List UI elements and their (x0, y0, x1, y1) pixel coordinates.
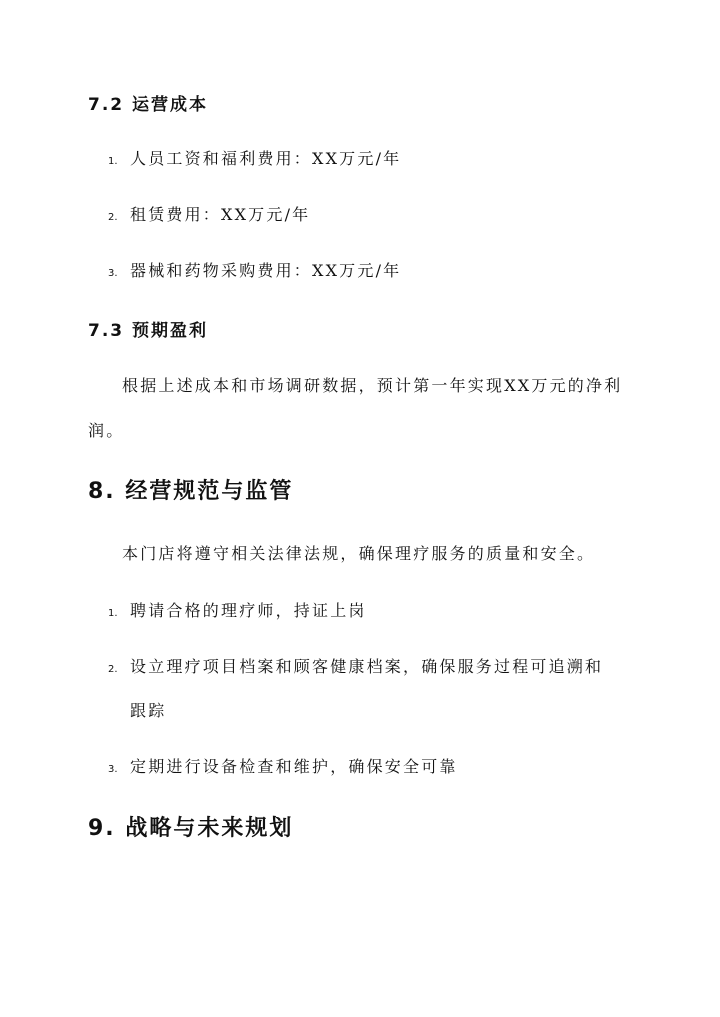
list-item-text: 聘请合格的理疗师，持证上岗 (130, 601, 367, 620)
heading-9: 9. 战略与未来规划 (88, 816, 294, 841)
list-number: 2. (108, 664, 118, 675)
list-item (108, 202, 310, 225)
paragraph-line: 润。 (88, 421, 125, 440)
list-item-text: 人员工资和福利费用：XX万元/年 (130, 149, 402, 168)
list-number: 1. (108, 608, 118, 619)
list-number: 3. (108, 268, 118, 279)
list-item (108, 654, 603, 677)
heading-7-2: 7.2 运营成本 (88, 95, 209, 115)
list-item-text: 器械和药物采购费用：XX万元/年 (130, 261, 402, 280)
list-item-text-continued: 跟踪 (130, 701, 167, 720)
list-item (108, 598, 367, 621)
list-item (108, 258, 401, 281)
list-number: 1. (108, 156, 118, 167)
list-item (108, 754, 458, 777)
list-number: 2. (108, 212, 118, 223)
heading-8: 8. 经营规范与监管 (88, 479, 294, 504)
heading-7-3: 7.3 预期盈利 (88, 321, 209, 341)
list-item-text: 定期进行设备检查和维护，确保安全可靠 (130, 757, 458, 776)
list-number: 3. (108, 764, 118, 775)
list-item-text: 设立理疗项目档案和顾客健康档案，确保服务过程可追溯和 (130, 657, 604, 676)
paragraph-line: 本门店将遵守相关法律法规，确保理疗服务的质量和安全。 (122, 544, 596, 563)
paragraph-line: 根据上述成本和市场调研数据，预计第一年实现XX万元的净利 (122, 376, 623, 395)
list-item-text: 租赁费用：XX万元/年 (130, 205, 311, 224)
list-item (108, 146, 401, 169)
